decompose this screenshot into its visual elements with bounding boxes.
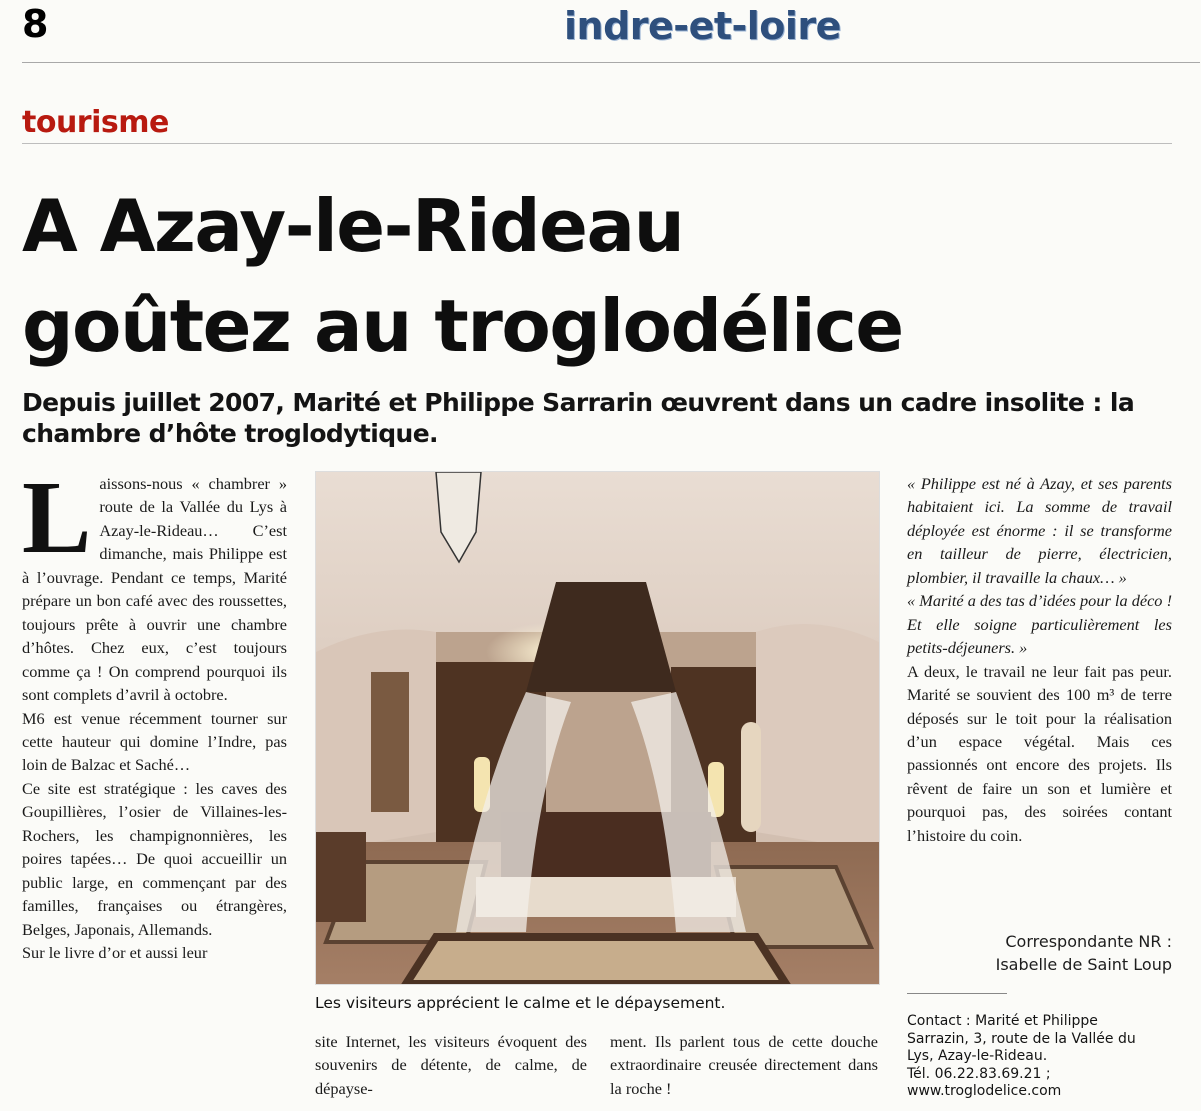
contact-website: www.troglodelice.com: [907, 1083, 1062, 1100]
page-number: 8: [22, 2, 49, 46]
paragraph: Sur le livre d’or et aussi leur: [22, 943, 208, 963]
header-divider: [22, 62, 1200, 63]
byline: [930, 930, 1172, 976]
contact-box: [907, 1013, 1187, 1101]
article-photo: [315, 471, 880, 985]
paragraph: A deux, le travail ne leur fait pas peur. Marité se souvient des 100 m³ de terre déposés sur le toit pour la réalisation d’un espace végétal. Mais ces passionnés ont encore des projets. Ils rêvent de faire un son et lumière et pourquoi pas, des soirées contant l’histoire du coin.: [907, 661, 1172, 845]
headline-line-2: goûtez au troglodélice: [22, 284, 903, 368]
rubric-label: tourisme: [22, 105, 169, 140]
paragraph: Ce site est stratégique : les caves des Goupillières, l’osier de Villaines-les-Rochers, les champignonnières, les poires tapées… De quoi accueillir un public large, en commençant par des familles, françaises ou étrangères, Belges, Japonais, Allemands.: [22, 778, 287, 939]
contact-divider: [907, 993, 1007, 994]
quote-marite: « Marité a des tas d’idées pour la déco ! Et elle soigne particulièrement les petits-déjeuners. »: [907, 591, 1172, 658]
photo-caption: Les visiteurs apprécient le calme et le dépaysement.: [315, 994, 726, 1012]
article-column-2a: site Internet, les visiteurs évoquent des souvenirs de détente, de calme, de dépayse-: [315, 1032, 587, 1098]
contact-phone: Tél. 06.22.83.69.21 ;: [907, 1065, 1051, 1082]
article-column-1: [22, 460, 287, 965]
byline-role: Correspondante NR :: [1005, 932, 1172, 951]
headline-line-1: A Azay-le-Rideau: [22, 184, 684, 268]
section-title: indre-et-loire: [564, 4, 841, 48]
quote-philippe: « Philippe est né à Azay, et ses parents habitaient ici. La somme de travail déployée est énorme : il se transforme en tailleur de pierre, électricien, plombier, il travaille la chaux… »: [907, 474, 1172, 587]
contact-line: Contact : Marité et Philippe: [907, 1013, 1098, 1029]
dropcap: L: [22, 460, 92, 575]
paragraph: M6 est venue récemment tourner sur cette hauteur qui domine l’Indre, pas loin de Balzac et Saché…: [22, 708, 287, 775]
contact-line: Lys, Azay-le-Rideau.: [907, 1048, 1048, 1065]
rubric-divider: [22, 143, 1172, 144]
byline-name: Isabelle de Saint Loup: [995, 955, 1172, 974]
contact-line: Sarrazin, 3, route de la Vallée du: [907, 1030, 1136, 1047]
bedroom-photo-illustration: [316, 472, 879, 984]
headline: [22, 176, 903, 376]
article-column-3: [907, 472, 1172, 847]
article-column-2b: ment. Ils parlent tous de cette douche extraordinaire creusée directement dans la roche !: [610, 1032, 878, 1098]
paragraph: aissons-nous « chambrer » route de la Vallée du Lys à Azay-le-Rideau… C’est dimanche, mais Philippe est à l’ouvrage. Pendant ce temps, Marité prépare un bon café avec des roussettes, toujours prête à ouvrir une chambre d’hôtes. Chez eux, c’est toujours comme ça ! On comprend pourquoi ils sont complets d’avril à octobre.: [22, 474, 287, 705]
standfirst: Depuis juillet 2007, Marité et Philippe Sarrarin œuvrent dans un cadre insolite : la chambre d’hôte troglodytique.: [22, 388, 1135, 448]
